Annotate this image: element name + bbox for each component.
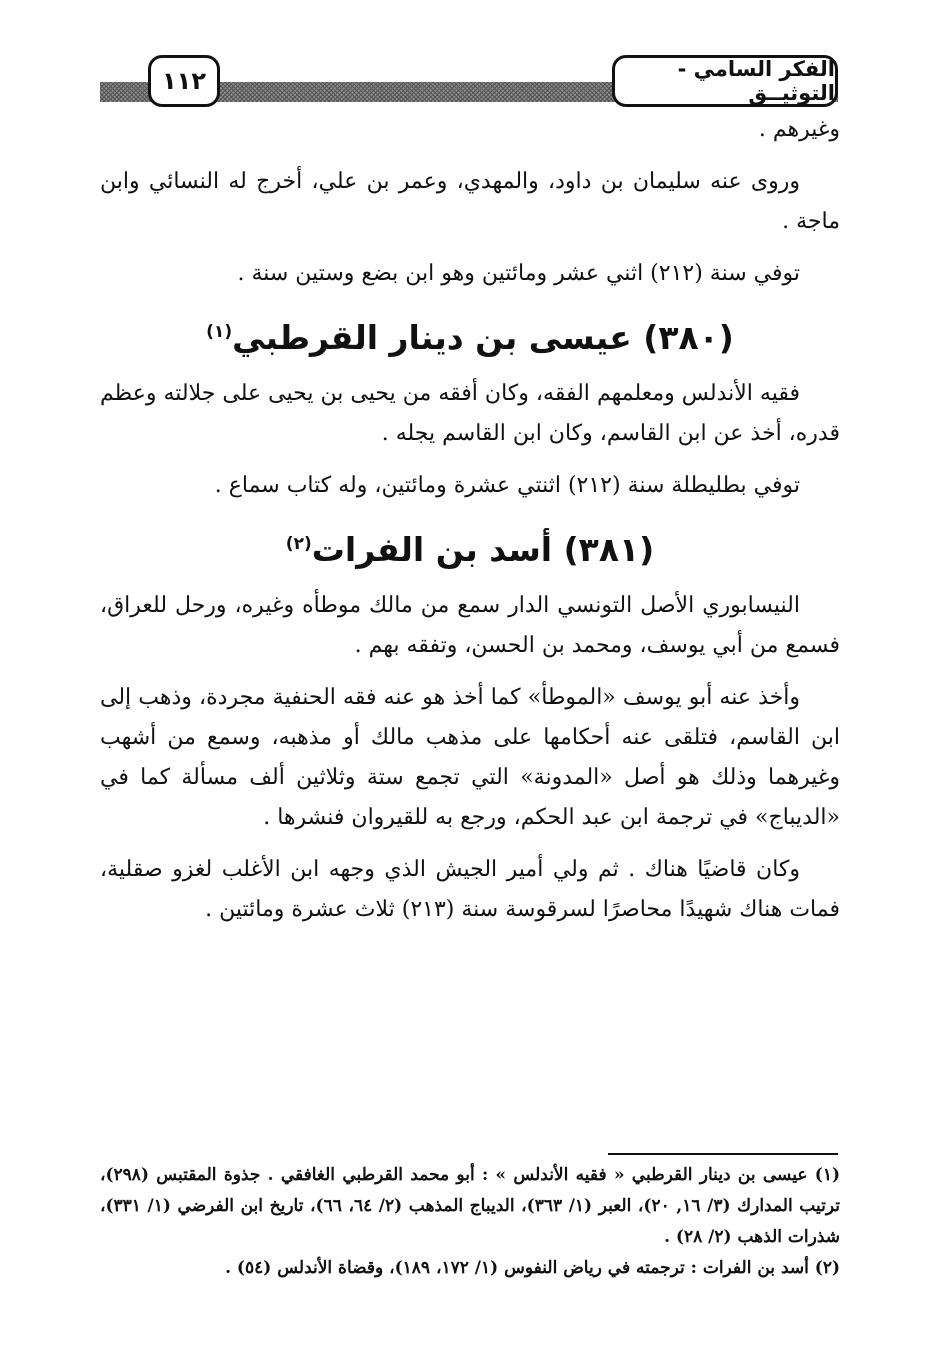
footnote-reference: (١) xyxy=(206,322,233,342)
paragraph: توفي سنة (٢١٢) اثني عشر ومائتين وهو ابن بضع وستين سنة . xyxy=(237,261,800,286)
footnote-separator xyxy=(608,1153,838,1155)
footnote-reference: (٢) xyxy=(285,534,312,554)
paragraph: النيسابوري الأصل التونسي الدار سمع من مالك موطأه وغيره، ورحل للعراق، فسمع من أبي يوسف، ومحمد بن الحسن، وتفقه بهم . xyxy=(100,593,840,658)
paragraph: وكان قاضيًا هناك . ثم ولي أمير الجيش الذي وجهه ابن الأغلب لغزو صقلية، فمات هناك شهيدًا محاصرًا لسرقوسة سنة (٢١٣) ثلاث عشرة ومائتين . xyxy=(100,857,840,922)
entry-heading-text: (٣٨١) أسد بن الفرات xyxy=(311,530,655,569)
entry-heading xyxy=(100,308,840,362)
paragraph: وغيرهم . xyxy=(758,117,840,142)
footnote: (١) عيسى بن دينار القرطبي « فقيه الأندلس » : أبو محمد القرطبي الغافقي . جذوة المقتبس (٢٩٨)، ترتيب المدارك (٣/ ١٦, ٢٠)، العبر (١/ ٣٦٣)، الديباج المذهب (٢/ ٦٤، ٦٦)، تاريخ ابن الفرضي (١/ ٣٣١)، شذرات الذهب (٢/ ٢٨) . xyxy=(100,1165,840,1247)
running-title: الفكر السامي - التوثيــق xyxy=(612,55,838,107)
entry-heading-text: (٣٨٠) عيسى بن دينار القرطبي xyxy=(232,318,734,357)
paragraph: وأخذ عنه أبو يوسف «الموطأ» كما أخذ هو عنه فقه الحنفية مجردة، وذهب إلى ابن القاسم، فتلقى عنه أحكامها على مذهب مالك أو مذهبه، وسمع من أشهب وغيرهما وذلك هو أصل «المدونة» التي تجمع ستة وثلاثين ألف مسألة كما في «الديباج» في ترجمة ابن عبد الحكم، ورجع به للقيروان فنشرها . xyxy=(100,685,840,830)
entry-heading xyxy=(100,520,840,574)
page-body xyxy=(100,110,840,930)
paragraph: توفي بطليطلة سنة (٢١٢) اثنتي عشرة ومائتين، وله كتاب سماع . xyxy=(214,473,800,498)
page-number: ١١٢ xyxy=(148,55,220,107)
paragraph: وروى عنه سليمان بن داود، والمهدي، وعمر بن علي، أخرج له النسائي وابن ماجة . xyxy=(100,169,840,234)
paragraph: فقيه الأندلس ومعلمهم الفقه، وكان أفقه من يحيى بن يحيى على جلالته وعظم قدره، أخذ عن ابن القاسم، وكان ابن القاسم يجله . xyxy=(100,381,840,446)
footnote: (٢) أسد بن الفرات : ترجمته في رياض النفوس (١/ ١٧٢، ١٨٩)، وقضاة الأندلس (٥٤) . xyxy=(225,1258,840,1278)
footnotes xyxy=(100,1160,840,1284)
